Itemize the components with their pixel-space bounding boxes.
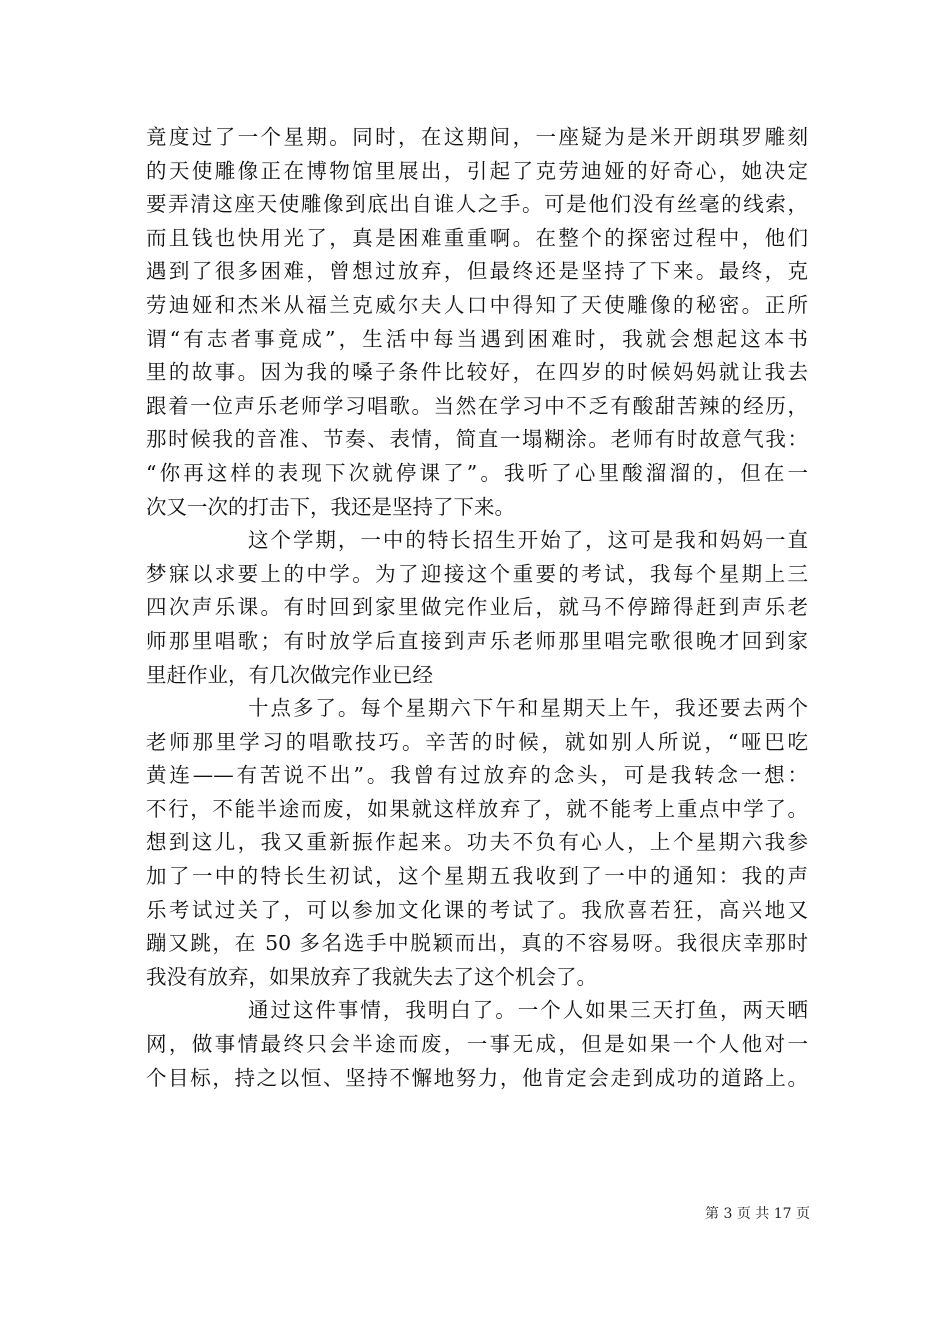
text-line: 乐考试过关了，可以参加文化课的考试了。我欣喜若狂，高兴地又 [146,897,808,922]
text-line: 加了一中的特长生初试，这个星期五我收到了一中的通知：我的声 [146,864,808,889]
text-line: 老师那里学习的唱歌技巧。辛苦的时候，就如别人所说，“哑巴吃 [146,729,808,754]
text-line: 梦寐以求要上的中学。为了迎接这个重要的考试，我每个星期上三 [146,561,808,586]
text-line: 竟度过了一个星期。同时，在这期间，一座疑为是米开朗琪罗雕刻 [146,125,808,149]
text-line: 跟着一位声乐老师学习唱歌。当然在学习中不乏有酸甜苦辣的经历， [146,393,808,418]
text-line: 遇到了很多困难，曾想过放弃，但最终还是坚持了下来。最终，克 [146,259,808,284]
text-line: 想到这儿，我又重新振作起来。功夫不负有心人，上个星期六我参 [146,830,808,855]
text-line: 里的故事。因为我的嗓子条件比较好，在四岁的时候妈妈就让我去 [146,360,808,385]
text-line: 四次声乐课。有时回到家里做完作业后，就马不停蹄得赶到声乐老 [146,595,808,620]
text-line: 通过这件事情，我明白了。一个人如果三天打鱼，两天晒 [248,998,808,1023]
text-line: 蹦又跳，在 50 多名选手中脱颖而出，真的不容易呀。我很庆幸那时 [146,931,808,956]
text-line: 这个学期，一中的特长招生开始了，这可是我和妈妈一直 [248,528,808,553]
text-line: “你再这样的表现下次就停课了”。我听了心里酸溜溜的，但在一 [146,460,808,485]
text-line: 那时候我的音准、节奏、表情，简直一塌糊涂。老师有时故意气我： [146,427,808,452]
text-line: 要弄清这座天使雕像到底出自谁人之手。可是他们没有丝毫的线索， [146,192,808,217]
text-line: 而且钱也快用光了，真是困难重重啊。在整个的探密过程中，他们 [146,225,808,250]
text-line: 次又一次的打击下，我还是坚持了下来。 [146,494,515,519]
page-number-footer: 第 3 页 共 17 页 [705,1206,810,1222]
text-line: 师那里唱歌；有时放学后直接到声乐老师那里唱完歌很晚才回到家 [146,628,808,653]
text-line: 我没有放弃，如果放弃了我就失去了这个机会了。 [146,964,597,989]
text-line: 里赶作业，有几次做完作业已经 [146,662,433,687]
text-line: 网，做事情最终只会半途而废，一事无成，但是如果一个人他对一 [146,1032,808,1057]
document-body [146,121,808,1095]
text-line: 的天使雕像正在博物馆里展出，引起了克劳迪娅的好奇心，她决定 [146,158,808,183]
text-line: 十点多了。每个星期六下午和星期天上午，我还要去两个 [248,696,808,721]
text-line: 不行，不能半途而废，如果就这样放弃了，就不能考上重点中学了。 [146,796,808,821]
text-line: 谓“有志者事竟成”，生活中每当遇到困难时，我就会想起这本书 [146,326,808,351]
text-line: 黄连——有苦说不出”。我曾有过放弃的念头，可是我转念一想： [146,763,808,788]
text-line: 个目标，持之以恒、坚持不懈地努力，他肯定会走到成功的道路上。 [146,1065,808,1090]
text-line: 劳迪娅和杰米从福兰克威尔夫人口中得知了天使雕像的秘密。正所 [146,292,808,317]
